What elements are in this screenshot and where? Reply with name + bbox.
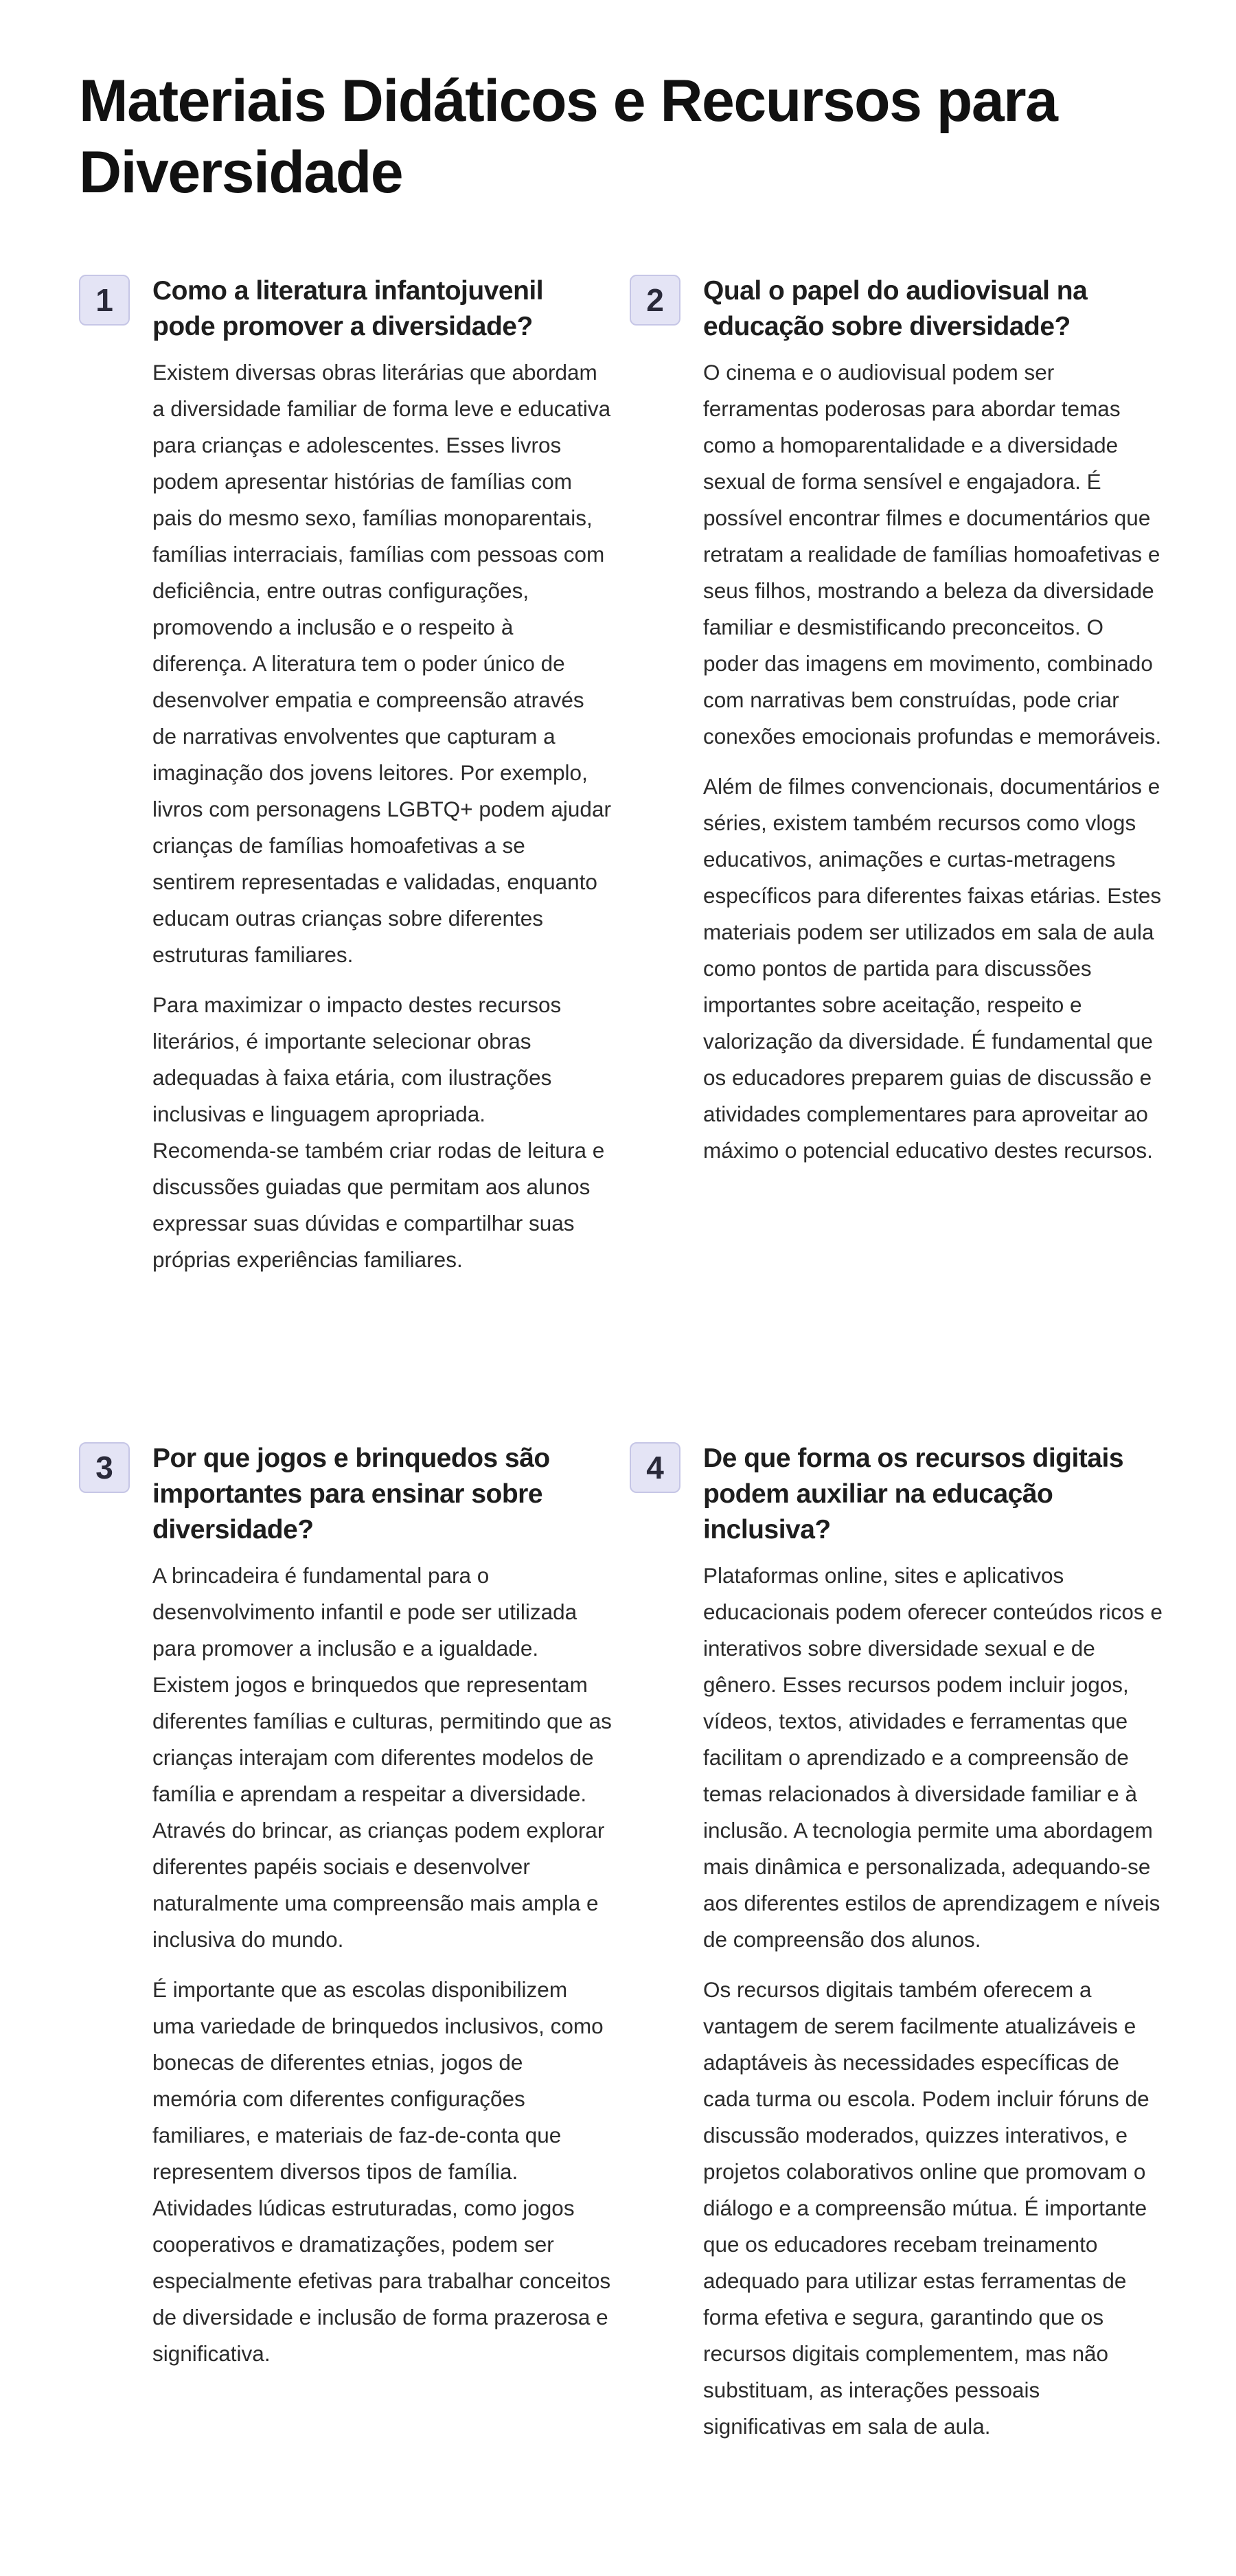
page-title: Materiais Didáticos e Recursos para Diversidade [79, 68, 1057, 205]
faq-content [703, 1441, 1163, 2445]
question-heading: Qual o papel do audiovisual na educação sobre diversidade? [703, 276, 1088, 341]
faq-item-3 [79, 1441, 615, 2386]
answer-paragraph: Os recursos digitais também oferecem a vantagem de serem facilmente atualizáveis e adaptáveis às necessidades específicas de cada turma ou escola. Podem incluir fóruns de discussão moderados, quizzes interativos, e projetos colaborativos online que promovam o diálogo e a compreensão mútua. É importante que os educadores recebam treinamento adequado para utilizar estas ferramentas de forma efetiva e segura, garantindo que os recursos digitais complementem, mas não substituam, as interações pessoais significativas em sala de aula. [703, 1977, 1149, 2439]
number-badge: 4 [630, 1442, 680, 1493]
answer-paragraph: É importante que as escolas disponibilizem uma variedade de brinquedos inclusivos, como bonecas de diferentes etnias, jogos de memória com diferentes configurações familiares, e materiais de faz-de-conta que representem diversos tipos de família. Atividades lúdicas estruturadas, como jogos cooperativos e dramatizações, podem ser especialmente efetivas para trabalhar conceitos de diversidade e inclusão de forma prazerosa e significativa. [152, 1977, 611, 2366]
question-heading: Como a literatura infantojuvenil pode promover a diversidade? [152, 276, 544, 341]
faq-content [152, 1441, 613, 2372]
answer-paragraph: Além de filmes convencionais, documentários e séries, existem também recursos como vlogs educativos, animações e curtas-metragens específicos para diferentes faixas etárias. Estes materiais podem ser utilizados em sala de aula como pontos de partida para discussões importantes sobre aceitação, respeito e valorização da diversidade. É fundamental que os educadores preparem guias de discussão e atividades complementares para aproveitar ao máximo o potencial educativo destes recursos. [703, 774, 1162, 1163]
answer-paragraph: O cinema e o audiovisual podem ser ferramentas poderosas para abordar temas como a homoparentalidade e a diversidade sexual de forma sensível e engajadora. É possível encontrar filmes e documentários que retratam a realidade de famílias homoafetivas e seus filhos, mostrando a beleza da diversidade familiar e desmistificando preconceitos. O poder das imagens em movimento, combinado com narrativas bem construídas, pode criar conexões emocionais profundas e memoráveis. [703, 360, 1162, 749]
question-heading: De que forma os recursos digitais podem auxiliar na educação inclusiva? [703, 1444, 1124, 1545]
faq-item-2 [630, 273, 1165, 1183]
faq-content [703, 273, 1163, 1169]
number-badge: 3 [79, 1442, 130, 1493]
number-badge: 2 [630, 275, 680, 326]
answer-paragraph: Para maximizar o impacto destes recursos literários, é importante selecionar obras adequadas à faixa etária, com ilustrações inclusivas e linguagem apropriada. Recomenda-se também criar rodas de leitura e discussões guiadas que permitam aos alunos expressar suas dúvidas e compartilhar suas próprias experiências familiares. [152, 992, 605, 1272]
answer-paragraph: Existem diversas obras literárias que abordam a diversidade familiar de forma leve e educativa para crianças e adolescentes. Esses livros podem apresentar histórias de famílias com pais do mesmo sexo, famílias monoparentais, famílias interraciais, famílias com pessoas com deficiência, entre outras configurações, promovendo a inclusão e o respeito à diferença. A literatura tem o poder único de desenvolver empatia e compreensão através de narrativas envolventes que capturam a imaginação dos jovens leitores. Por exemplo, livros com personagens LGBTQ+ podem ajudar crianças de famílias homoafetivas a se sentirem representadas e validadas, enquanto educam outras crianças sobre diferentes estruturas familiares. [152, 360, 611, 967]
faq-item-1 [79, 273, 615, 1292]
number-badge: 1 [79, 275, 130, 326]
answer-paragraph: Plataformas online, sites e aplicativos educacionais podem oferecer conteúdos ricos e interativos sobre diversidade sexual e de gênero. Esses recursos podem incluir jogos, vídeos, textos, atividades e ferramentas que facilitam o aprendizado e a compreensão de temas relacionados à diversidade familiar e à inclusão. A tecnologia permite uma abordagem mais dinâmica e personalizada, adequando-se aos diferentes estilos de aprendizagem e níveis de compreensão dos alunos. [703, 1563, 1163, 1952]
faq-item-4 [630, 1441, 1165, 2459]
answer-paragraph: A brincadeira é fundamental para o desenvolvimento infantil e pode ser utilizada para promover a inclusão e a igualdade. Existem jogos e brinquedos que representam diferentes famílias e culturas, permitindo que as crianças interajam com diferentes modelos de família e aprendam a respeitar a diversidade. Através do brincar, as crianças podem explorar diferentes papéis sociais e desenvolver naturalmente uma compreensão mais ampla e inclusiva do mundo. [152, 1563, 612, 1952]
question-heading: Por que jogos e brinquedos são importantes para ensinar sobre diversidade? [152, 1444, 550, 1545]
faq-content [152, 273, 613, 1278]
